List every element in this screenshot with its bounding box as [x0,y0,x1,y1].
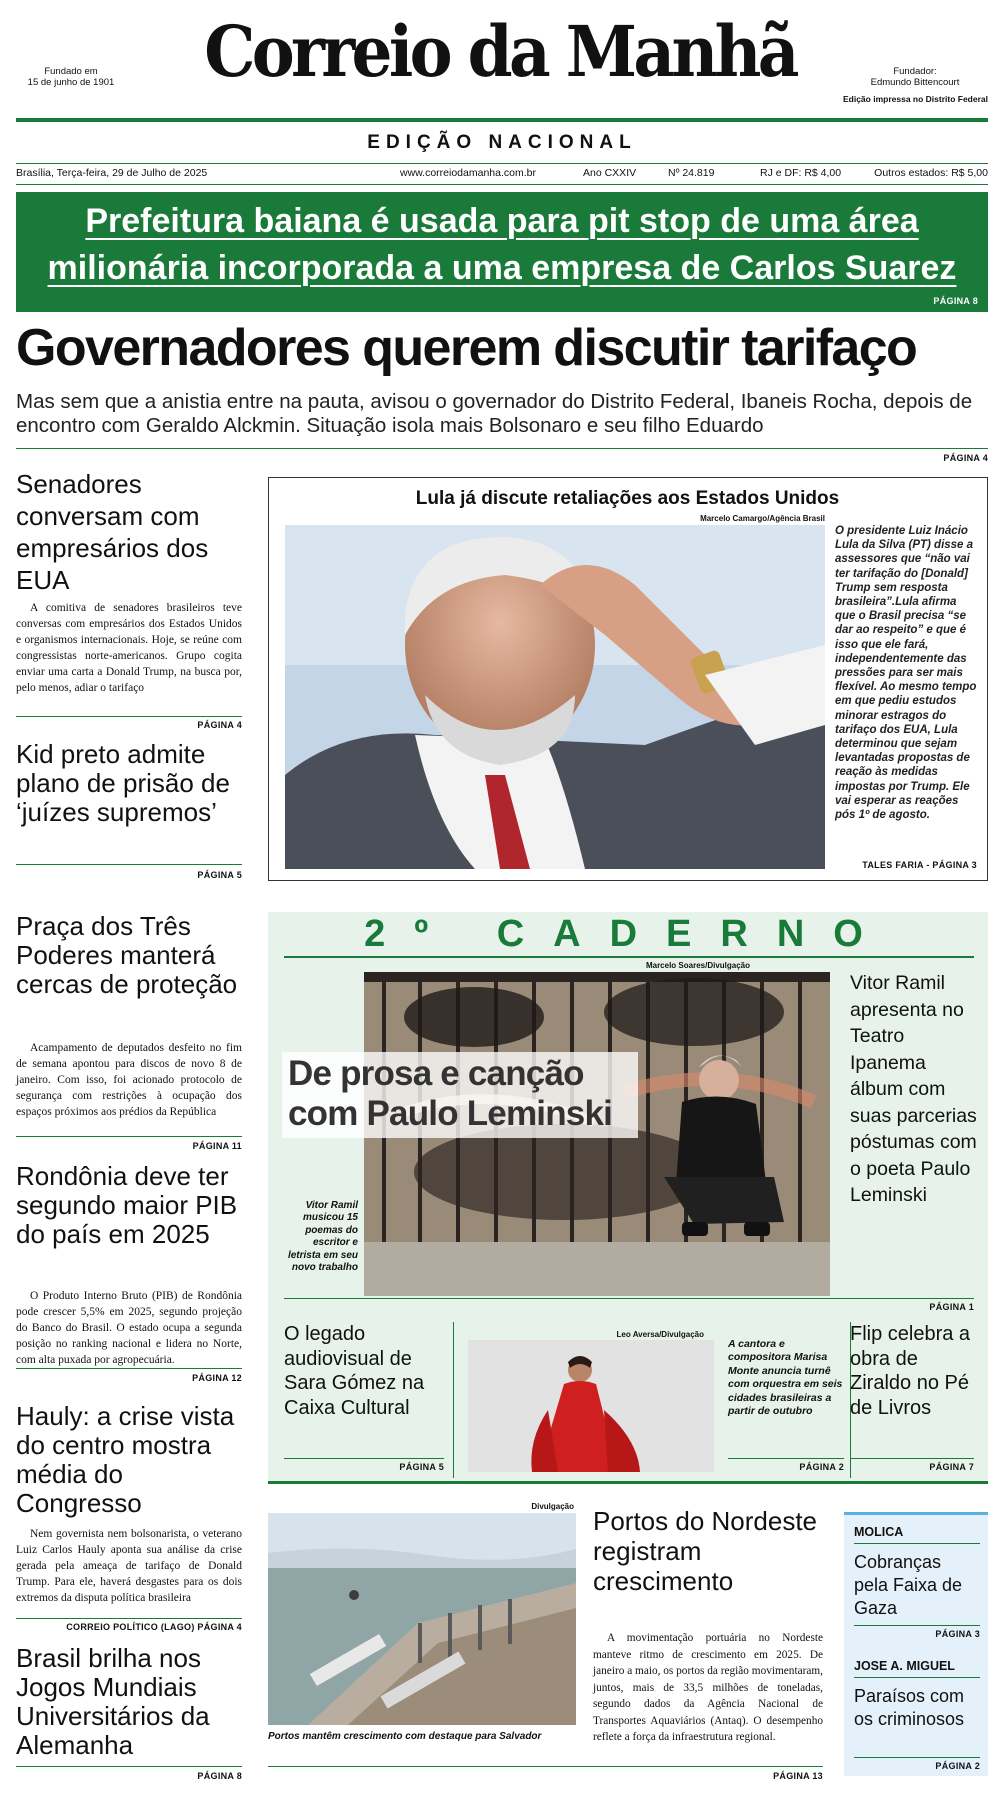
ports-page: PÁGINA 13 [773,1771,823,1781]
story-senadores-page: PÁGINA 4 [197,720,242,730]
story-hauly-page: CORREIO POLÍTICO (LAGO) PÁGINA 4 [66,1622,242,1632]
columns-box [844,1512,988,1776]
rule-senadores [16,716,242,717]
sara-gomez-rule [284,1458,444,1459]
edition-note: Edição impressa no Distrito Federal [842,94,988,104]
banner-page: PÁGINA 8 [933,296,978,306]
website-link[interactable]: www.correiodamanha.com.br [400,167,536,179]
marisa-photo[interactable] [468,1340,714,1472]
main-rule [16,448,988,449]
caderno-divider-1 [453,1322,454,1478]
column-miguel-rule [854,1677,980,1678]
price-other: Outros estados: R$ 5,00 [874,167,988,179]
founder-name: Edmundo Bittencourt [870,77,960,88]
ports-rule [268,1766,823,1767]
masthead-title[interactable]: Correio da Manhã [204,10,796,93]
left-column [16,468,242,1788]
column-molica-page: PÁGINA 3 [935,1629,980,1639]
marisa-rule [728,1458,844,1459]
price-rj: RJ e DF: R$ 4,00 [760,167,842,179]
caderno-page: PÁGINA 1 [929,1302,974,1312]
column-molica-headline[interactable]: Cobranças pela Faixa de Gaza [854,1552,963,1618]
lula-photo[interactable] [285,525,825,869]
ports-caption: Portos mantêm crescimento com destaque para Salvador [268,1731,542,1742]
marisa-credit: Leo Aversa/Divulgação [616,1330,704,1339]
lula-box [268,477,988,881]
lula-title[interactable]: Lula já discute retaliações aos Estados Unidos [415,488,840,509]
story-rondonia-body: O Produto Interno Bruto (PIB) de Rondônia pode crescer 5,5% em 2025, segundo projeção do Banco do Brasil. O estado ocupa a segunda posição no ranking nacional e lidera no Norte, com alta puxada por agropecuária. [16,1290,242,1366]
rule-hauly [16,1618,242,1619]
ports-photo[interactable] [268,1513,576,1725]
story-senadores-body: A comitiva de senadores brasileiros teve conversas com empresários dos Estados Unidos e organismos internacionais. Hoje, se reúne com congressistas norte-americanos. Grupo cogita enviar uma carta a Donald Trump, na busca por, pelo menos, adiar o tarifaço [16,602,242,694]
dateline [16,167,988,181]
story-hauly-body: Nem governista nem bolsonarista, o veterano Luiz Carlos Hauly aponta sua análise da crise gerada pela ameaça de tarifaço de Donald Trump. Para ele, haverá desgastes para os dois extremos da disputa política brasileira [16,1528,242,1604]
banner[interactable] [16,192,988,312]
main-subhead: Mas sem que a anistia entre na pauta, avisou o governador do Distrito Federal, Ibaneis Rocha, depois de encontro com Geraldo Alckmin. Situação isola mais Bolsonaro e seu filho Eduardo [16,390,973,437]
sara-gomez-page: PÁGINA 5 [399,1462,444,1472]
edition-label: EDIÇÃO NACIONAL [367,132,637,153]
story-hauly-headline[interactable]: Hauly: a crise vista do centro mostra média do Congresso [16,1401,235,1518]
dateline-rule [16,184,988,185]
story-senadores-headline[interactable]: Senadores conversam com empresários dos EUA [16,469,209,595]
issue-number: Nº 24.819 [668,167,715,179]
column-molica-rule [854,1543,980,1544]
story-kid-preto-page: PÁGINA 5 [197,870,242,880]
story-praca-headline[interactable]: Praça dos Três Poderes manterá cercas de proteção [16,911,238,999]
year: Ano CXXIV [583,167,637,179]
column-miguel-page: PÁGINA 2 [935,1761,980,1771]
column-miguel-headline[interactable]: Paraísos com os criminosos [854,1686,965,1729]
leminski-overlay[interactable] [282,1052,638,1138]
date: Brasília, Terça-feira, 29 de Julho de 2025 [16,167,208,179]
rule-rondonia [16,1368,242,1369]
rule-brasil [16,1766,242,1767]
masthead-rule [16,118,988,122]
flip-page: PÁGINA 7 [929,1462,974,1472]
founder-label: Fundador: [893,66,937,77]
banner-headline: Prefeitura baiana é usada para pit stop de uma área milionária incorporada a uma empresa de Carlos Suarez [47,202,957,287]
main-page: PÁGINA 4 [943,453,988,463]
story-brasil-page: PÁGINA 8 [197,1771,242,1781]
ports-credit: Divulgação [531,1502,574,1511]
main-headline[interactable]: Governadores querem discutir tarifaço [16,319,917,377]
rule-kid-preto [16,864,242,865]
founded-note: Fundado em 15 de junho de 1901 [27,66,115,88]
marisa-page: PÁGINA 2 [799,1462,844,1472]
ports-headline[interactable]: Portos do Nordeste registram crescimento [593,1506,818,1596]
story-brasil-headline[interactable]: Brasil brilha nos Jogos Mundiais Universitários da Alemanha [16,1643,210,1760]
lula-caption: O presidente Luiz Inácio Lula da Silva (PT) disse a assessores que “não vai ter tarifação do [Donald] Trump sem resposta brasileira”.Lula afirma que o Brasil precisa “se dar ao respeito” e que é isso que ele fará, independentemente das pressões para ser mais flexível. Ao mesmo tempo em que pediu estudos minorar estragos do tarifaço dos EUA, Lula determinou que sejam levantadas propostas de reação às medidas impostas por Trump. Ele vai esperar as reações pós 1º de agosto. [835,525,977,822]
lula-photo-illustration [285,525,825,869]
lula-byline: TALES FARIA - PÁGINA 3 [862,860,977,870]
column-miguel-author[interactable]: JOSE A. MIGUEL [854,1659,955,1673]
leminski-overlay-text: De prosa e canção com Paulo Leminski [288,1054,613,1133]
column-molica-rule-2 [854,1625,980,1626]
edition-rule [16,163,988,164]
ports-photo-illustration [268,1513,576,1725]
column-molica-author[interactable]: MOLICA [854,1525,904,1539]
story-rondonia-page: PÁGINA 12 [192,1373,242,1383]
story-kid-preto-headline[interactable]: Kid preto admite plano de prisão de ‘juízes supremos’ [16,739,230,827]
marisa-photo-illustration [468,1340,714,1472]
sara-gomez-headline: O legado audiovisual de Sara Gómez na Caixa Cultural [284,1323,425,1419]
founder-block [850,66,980,88]
flip-headline: Flip celebra a obra de Ziraldo no Pé de Livros [850,1323,971,1419]
leminski-caption: Vitor Ramil musicou 15 poemas do escritor e letrista em seu novo trabalho [287,1200,358,1274]
story-rondonia-headline[interactable]: Rondônia deve ter segundo maior PIB do país em 2025 [16,1161,238,1249]
marisa-caption: A cantora e compositora Marisa Monte anuncia turnê com orquestra em seis cidades brasileiras a partir de outubro [728,1338,843,1418]
caderno-section [268,912,988,1484]
rule-praca [16,1136,242,1137]
caderno-title-rule [284,956,974,958]
leminski-side[interactable]: Vitor Ramil apresenta no Teatro Ipanema álbum com suas parcerias póstumas com o poeta Paulo Leminski [850,972,977,1206]
flip-rule [850,1458,974,1459]
sara-gomez-item[interactable] [284,1322,444,1472]
caderno-credit: Marcelo Soares/Divulgação [645,961,750,970]
caderno-photo-rule [284,1298,974,1299]
story-praca-body: Acampamento de deputados desfeito no fim de semana apontou para discos de novo 8 de janeiro. Com isso, foi acionado protocolo de segurança com restrições à ocupação dos espaços próximos aos prédios da República [16,1042,242,1118]
story-praca-page: PÁGINA 11 [192,1141,242,1151]
flip-item[interactable] [850,1322,974,1472]
ports-body: A movimentação portuária no Nordeste manteve ritmo de crescimento em 2025. De janeiro a maio, os portos da região movimentaram, juntos, mais de 33,5 milhões de toneladas, segundo dados da Agência Nacional de Transportes Aquaviários (Antaq). O desempenho reflete a força da infraestrutura regional. [593,1632,823,1743]
lula-credit: Marcelo Camargo/Agência Brasil [700,514,825,523]
caderno-title[interactable]: 2º CADERNO [364,913,892,955]
caderno-bottom-rule [268,1481,988,1484]
column-miguel-rule-2 [854,1757,980,1758]
